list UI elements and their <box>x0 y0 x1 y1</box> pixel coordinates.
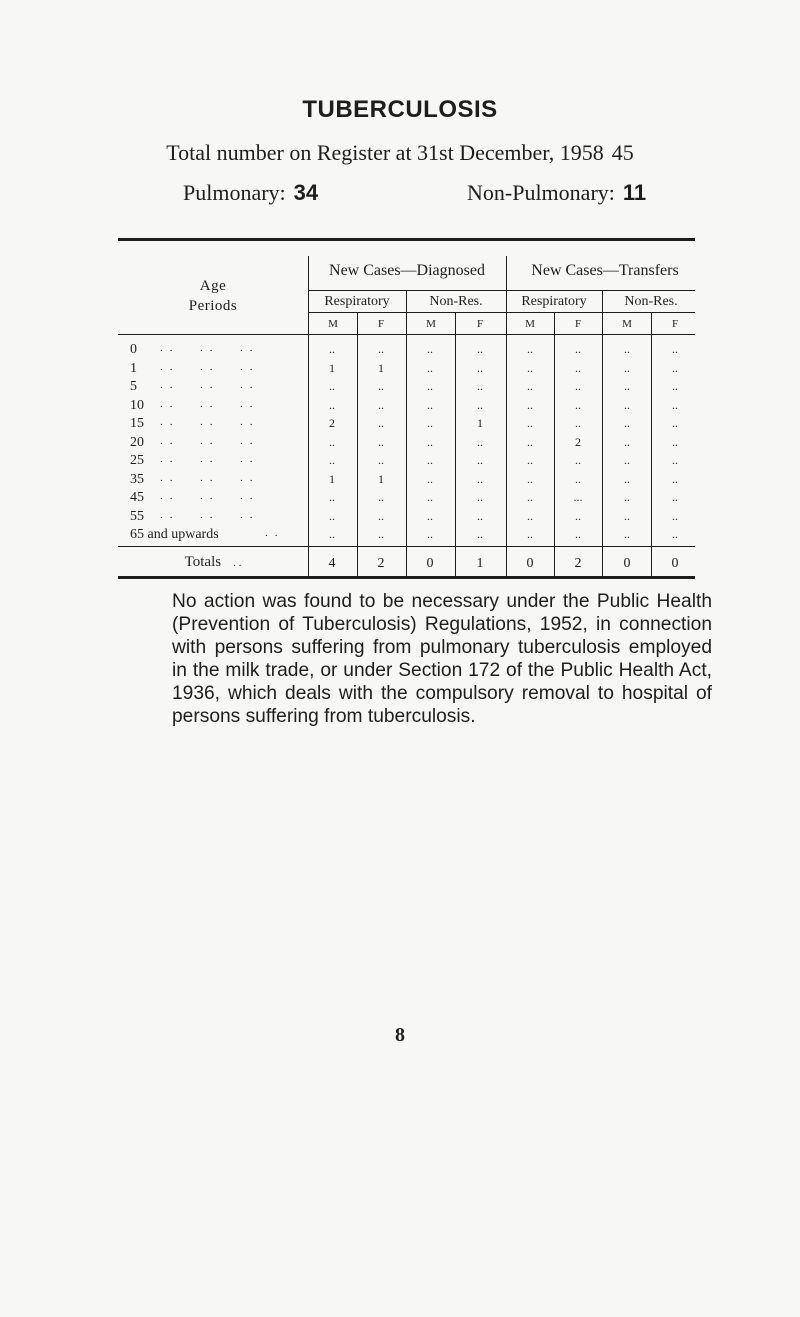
table-cell: .. <box>527 490 533 504</box>
totals-label-text: Totals <box>184 554 222 570</box>
table-cell: .. <box>427 379 433 393</box>
table-cell: .. <box>672 342 678 356</box>
age-period-cell <box>130 472 300 488</box>
table-cell: .. <box>427 527 433 541</box>
age-period-cell <box>130 453 300 469</box>
sex-header: M <box>426 318 436 330</box>
age-period-label: 0 <box>130 342 137 357</box>
table-cell: .. <box>624 416 630 430</box>
age-period-label: 5 <box>130 379 137 394</box>
table-cell: .. <box>672 416 678 430</box>
respiratory-transfers-header: Respiratory <box>521 294 587 309</box>
age-period-cell <box>130 379 300 395</box>
table-cell: .. <box>329 434 335 449</box>
table-cell: .. <box>624 360 630 375</box>
table-cell: .. <box>477 360 483 375</box>
table-cell: .. <box>378 416 384 430</box>
total-cell: 0 <box>671 556 679 571</box>
table-cell: .. <box>527 471 533 486</box>
table-cell: .. <box>427 397 433 412</box>
table-cell: .. <box>378 397 384 412</box>
table-cell: .. <box>624 471 630 486</box>
table-cell: .. <box>427 360 433 375</box>
register-total-line <box>0 140 800 166</box>
table-cell: .. <box>672 360 678 375</box>
table-cell: .. <box>477 379 483 393</box>
table-cell: .. <box>427 434 433 449</box>
age-period-cell <box>130 361 300 377</box>
table-cell: 1 <box>329 360 335 375</box>
table-cell: .. <box>378 527 384 541</box>
sex-header: M <box>622 318 632 330</box>
age-periods-header <box>118 276 308 316</box>
table-cell: 1 <box>329 471 335 486</box>
table-cell: 2 <box>575 434 581 449</box>
total-cell: 2 <box>574 556 582 571</box>
table-cell: .. <box>378 342 384 356</box>
table-cell: .. <box>477 471 483 486</box>
sex-header: M <box>525 318 535 330</box>
table-cell: 1 <box>378 360 384 375</box>
table-cell: .. <box>477 453 483 467</box>
table-cell: .. <box>624 342 630 356</box>
age-period-label: 10 <box>130 397 144 413</box>
table-cell: .. <box>527 508 533 523</box>
dot-leader: .. <box>265 527 285 539</box>
table-cell: .. <box>575 471 581 486</box>
table-cell: .. <box>329 508 335 523</box>
total-cell: 4 <box>328 556 336 571</box>
table-cell: .. <box>527 342 533 356</box>
table-cell: .. <box>527 360 533 375</box>
table-cell: .. <box>624 527 630 541</box>
nonres-diagnosed-header: Non-Res. <box>429 294 483 309</box>
table-cell: .. <box>672 490 678 504</box>
age-period-cell <box>130 527 300 543</box>
dot-leader: .. .. .. <box>160 342 260 354</box>
table-cell: .. <box>527 527 533 541</box>
age-period-cell <box>130 509 300 525</box>
table-cell: 2 <box>329 416 335 430</box>
age-header-line2: Periods <box>188 298 238 314</box>
table-cell: ... <box>573 490 583 504</box>
table-cell: .. <box>477 434 483 449</box>
table-cell: .. <box>672 397 678 412</box>
table-cell: .. <box>527 434 533 449</box>
dot-leader: .. .. .. <box>160 379 260 391</box>
nonres-transfers-header: Non-Res. <box>624 294 678 309</box>
totals-label <box>118 554 308 571</box>
table-cell: .. <box>624 490 630 504</box>
table-cell: .. <box>329 453 335 467</box>
totals-leader: . . <box>233 557 242 569</box>
age-period-label: 55 <box>130 508 144 524</box>
age-period-cell <box>130 490 300 506</box>
table-cell: .. <box>672 508 678 523</box>
table-cell: .. <box>575 379 581 393</box>
sex-header: F <box>377 318 385 330</box>
header-rule <box>308 312 695 313</box>
sex-header: F <box>574 318 582 330</box>
table-cell: .. <box>575 508 581 523</box>
table-cell: .. <box>427 490 433 504</box>
table-cell: .. <box>378 453 384 467</box>
table-cell: .. <box>427 508 433 523</box>
age-period-cell <box>130 398 300 414</box>
dot-leader: .. .. .. <box>160 508 260 521</box>
table-cell: .. <box>575 527 581 541</box>
table-cell: .. <box>575 453 581 467</box>
age-header-line1: Age <box>199 278 227 294</box>
table-cell: .. <box>672 453 678 467</box>
dot-leader: .. .. .. <box>160 397 260 410</box>
dot-leader: .. .. .. <box>160 416 260 428</box>
header-rule <box>118 334 695 335</box>
table-cell: .. <box>527 453 533 467</box>
total-cell: 2 <box>377 556 385 571</box>
dot-leader: .. .. .. <box>160 434 260 447</box>
table-cell: .. <box>527 416 533 430</box>
table-cell: .. <box>477 527 483 541</box>
age-period-label: 15 <box>130 416 144 431</box>
table-bottom-rule <box>118 576 695 579</box>
table-cell: .. <box>427 416 433 430</box>
non-pulmonary-value: 11 <box>622 180 647 205</box>
table-cell: .. <box>624 453 630 467</box>
age-period-cell <box>130 342 300 358</box>
sex-header: M <box>328 318 338 330</box>
table-cell: .. <box>378 508 384 523</box>
page-number: 8 <box>395 1024 405 1046</box>
pulmonary-value: 34 <box>293 180 319 205</box>
totals-rule <box>118 546 695 547</box>
table-cell: .. <box>427 453 433 467</box>
transfers-group-header: New Cases—Transfers <box>531 262 679 279</box>
non-pulmonary-label: Non-Pulmonary: <box>467 180 615 205</box>
total-cell: 0 <box>526 556 534 571</box>
table-cell: .. <box>672 434 678 449</box>
table-cell: 1 <box>378 471 384 486</box>
table-cell: .. <box>624 508 630 523</box>
table-cell: .. <box>575 416 581 430</box>
page-title: TUBERCULOSIS <box>302 96 498 123</box>
table-cell: .. <box>329 379 335 393</box>
table-cell: .. <box>477 490 483 504</box>
table-cell: .. <box>575 397 581 412</box>
age-period-label: 35 <box>130 471 144 487</box>
table-cell: .. <box>624 397 630 412</box>
table-cell: .. <box>329 490 335 504</box>
regulations-paragraph: No action was found to be necessary under the Public Health (Prevention of Tuberculosis) Regulations, 1952, in connection with persons suffering from pulmonary tuberculosis employed in the milk trade, or under Section 172 of the Public Health Act, 1936, which deals with the compulsory removal to hospital of persons suffering from tuberculosis. <box>172 591 712 727</box>
pulmonary-label: Pulmonary: <box>183 180 286 205</box>
dot-leader: .. .. .. <box>160 490 260 502</box>
header-rule <box>308 290 695 291</box>
sex-header: F <box>476 318 484 330</box>
age-period-cell <box>130 435 300 451</box>
table-cell: .. <box>527 379 533 393</box>
table-cell: .. <box>477 397 483 412</box>
dot-leader: .. .. .. <box>160 471 260 484</box>
table-cell: .. <box>624 379 630 393</box>
table-cell: .. <box>672 379 678 393</box>
age-period-label: 65 and upwards <box>130 527 219 542</box>
total-cell: 1 <box>476 556 484 571</box>
age-period-label: 20 <box>130 434 144 450</box>
total-cell: 0 <box>623 556 631 571</box>
register-total-text: Total number on Register at 31st December, 1958 <box>166 140 604 165</box>
table-cell: .. <box>329 342 335 356</box>
table-cell: .. <box>329 527 335 541</box>
respiratory-diagnosed-header: Respiratory <box>324 294 390 309</box>
table-cell: .. <box>527 397 533 412</box>
table-cell: .. <box>624 434 630 449</box>
table-cell: .. <box>672 471 678 486</box>
age-period-label: 45 <box>130 490 144 505</box>
table-cell: .. <box>575 342 581 356</box>
table-cell: .. <box>378 434 384 449</box>
table-cell: .. <box>672 527 678 541</box>
table-cell: .. <box>477 342 483 356</box>
sex-header: F <box>671 318 679 330</box>
table-cell: .. <box>329 397 335 412</box>
table-top-rule <box>118 238 695 241</box>
diagnosed-group-header: New Cases—Diagnosed <box>329 262 485 279</box>
total-cell: 0 <box>426 556 434 571</box>
age-period-cell <box>130 416 300 432</box>
age-period-label: 1 <box>130 360 137 376</box>
age-period-label: 25 <box>130 453 144 468</box>
register-total-value: 45 <box>611 140 634 165</box>
table-cell: .. <box>477 508 483 523</box>
dot-leader: .. .. .. <box>160 453 260 465</box>
table-cell: .. <box>378 490 384 504</box>
table-cell: .. <box>427 471 433 486</box>
dot-leader: .. .. .. <box>160 360 260 373</box>
table-cell: 1 <box>477 416 483 430</box>
table-cell: .. <box>575 360 581 375</box>
pulmonary-count <box>183 180 318 206</box>
non-pulmonary-count <box>467 180 646 206</box>
table-cell: .. <box>427 342 433 356</box>
table-cell: .. <box>378 379 384 393</box>
